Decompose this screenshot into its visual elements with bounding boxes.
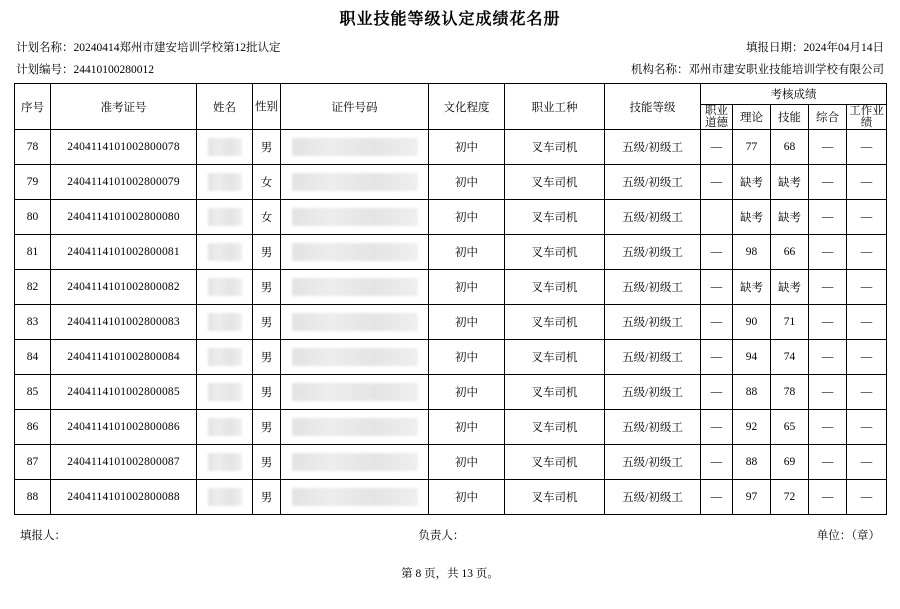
- redacted-id-number: [292, 453, 418, 471]
- cell-name: [197, 305, 253, 340]
- cell-gender: 男: [253, 445, 281, 480]
- header-skill: 技能: [771, 105, 809, 130]
- cell-index: 78: [15, 130, 51, 165]
- cell-gender: 男: [253, 305, 281, 340]
- table-row: [15, 340, 887, 375]
- cell-ethics: —: [701, 375, 733, 410]
- cell-education: 初中: [429, 165, 505, 200]
- supervisor-label: 负责人：: [418, 530, 465, 543]
- page-title: 职业技能等级认定成绩花名册: [339, 9, 561, 28]
- redacted-id-number: [292, 383, 418, 401]
- cell-skill-level: 五级/初级工: [605, 480, 701, 515]
- document-page: [0, 6, 900, 609]
- cell-comprehensive: —: [809, 410, 847, 445]
- cell-comprehensive: —: [809, 130, 847, 165]
- page-number: 第 8 页，共 13 页。: [401, 568, 499, 581]
- header-name: 姓名: [197, 84, 253, 130]
- cell-skill: 74: [771, 340, 809, 375]
- footer-signatures: [14, 527, 886, 543]
- redacted-name: [208, 383, 242, 401]
- cell-skill: 68: [771, 130, 809, 165]
- cell-comprehensive: —: [809, 480, 847, 515]
- redacted-id-number: [292, 348, 418, 366]
- cell-skill-level: 五级/初级工: [605, 340, 701, 375]
- fill-date: [746, 39, 884, 55]
- meta-row-org: [16, 61, 884, 77]
- cell-skill-level: 五级/初级工: [605, 445, 701, 480]
- unit-label: 单位：（章）: [816, 530, 880, 543]
- cell-theory: 92: [733, 410, 771, 445]
- cell-exam-card: 2404114101002800085: [51, 375, 197, 410]
- cell-skill: 66: [771, 235, 809, 270]
- cell-skill-level: 五级/初级工: [605, 130, 701, 165]
- cell-occupation: 叉车司机: [505, 165, 605, 200]
- fill-date-value: 2024年04月14日: [803, 42, 884, 54]
- cell-name: [197, 480, 253, 515]
- cell-occupation: 叉车司机: [505, 375, 605, 410]
- cell-theory: 90: [733, 305, 771, 340]
- cell-name: [197, 445, 253, 480]
- cell-skill: 69: [771, 445, 809, 480]
- cell-comprehensive: —: [809, 165, 847, 200]
- redacted-name: [208, 208, 242, 226]
- cell-occupation: 叉车司机: [505, 480, 605, 515]
- plan-number-label: 计划编号：: [16, 64, 74, 76]
- cell-work-performance: —: [847, 445, 887, 480]
- cell-skill-level: 五级/初级工: [605, 235, 701, 270]
- cell-skill: 71: [771, 305, 809, 340]
- filler-label: 填报人：: [20, 530, 66, 543]
- cell-education: 初中: [429, 480, 505, 515]
- cell-exam-card: 2404114101002800084: [51, 340, 197, 375]
- cell-name: [197, 375, 253, 410]
- redacted-id-number: [292, 418, 418, 436]
- cell-index: 82: [15, 270, 51, 305]
- cell-occupation: 叉车司机: [505, 200, 605, 235]
- redacted-name: [208, 173, 242, 191]
- cell-gender: 男: [253, 375, 281, 410]
- plan-number-value: 24410100280012: [73, 64, 154, 76]
- cell-ethics: —: [701, 305, 733, 340]
- cell-education: 初中: [429, 340, 505, 375]
- cell-occupation: 叉车司机: [505, 235, 605, 270]
- roster-table: [14, 83, 887, 515]
- cell-name: [197, 165, 253, 200]
- header-gender: 性别: [253, 84, 281, 130]
- header-work-performance: 工作业绩: [847, 105, 887, 130]
- cell-gender: 女: [253, 200, 281, 235]
- cell-skill: 78: [771, 375, 809, 410]
- cell-ethics: —: [701, 340, 733, 375]
- cell-name: [197, 200, 253, 235]
- plan-name-label: 计划名称：: [16, 42, 74, 54]
- cell-ethics: —: [701, 130, 733, 165]
- cell-ethics: —: [701, 165, 733, 200]
- cell-work-performance: —: [847, 340, 887, 375]
- cell-gender: 男: [253, 130, 281, 165]
- cell-name: [197, 270, 253, 305]
- cell-name: [197, 340, 253, 375]
- cell-id-number: [281, 480, 429, 515]
- redacted-name: [208, 348, 242, 366]
- header-education: 文化程度: [429, 84, 505, 130]
- cell-exam-card: 2404114101002800079: [51, 165, 197, 200]
- header-scores-group: 考核成绩: [701, 84, 887, 105]
- cell-comprehensive: —: [809, 305, 847, 340]
- cell-comprehensive: —: [809, 340, 847, 375]
- cell-theory: 缺考: [733, 165, 771, 200]
- cell-skill-level: 五级/初级工: [605, 270, 701, 305]
- cell-work-performance: —: [847, 480, 887, 515]
- cell-exam-card: 2404114101002800088: [51, 480, 197, 515]
- cell-comprehensive: —: [809, 235, 847, 270]
- cell-id-number: [281, 340, 429, 375]
- table-row: [15, 235, 887, 270]
- cell-work-performance: —: [847, 305, 887, 340]
- plan-name-value: 20240414郑州市建安培训学校第12批认定: [73, 42, 281, 54]
- redacted-name: [208, 418, 242, 436]
- cell-education: 初中: [429, 305, 505, 340]
- cell-ethics: —: [701, 445, 733, 480]
- meta-row-plan: [16, 39, 884, 55]
- table-row: [15, 305, 887, 340]
- cell-work-performance: —: [847, 270, 887, 305]
- organization-label: 机构名称：: [631, 64, 689, 76]
- cell-skill-level: 五级/初级工: [605, 200, 701, 235]
- table-row: [15, 445, 887, 480]
- cell-ethics: —: [701, 270, 733, 305]
- cell-theory: 94: [733, 340, 771, 375]
- cell-work-performance: —: [847, 410, 887, 445]
- cell-education: 初中: [429, 270, 505, 305]
- cell-occupation: 叉车司机: [505, 305, 605, 340]
- header-index: 序号: [15, 84, 51, 130]
- cell-education: 初中: [429, 375, 505, 410]
- redacted-id-number: [292, 278, 418, 296]
- header-ethics: 职业道德: [701, 105, 733, 130]
- cell-skill: 72: [771, 480, 809, 515]
- cell-id-number: [281, 305, 429, 340]
- table-row: [15, 165, 887, 200]
- cell-ethics: —: [701, 480, 733, 515]
- cell-education: 初中: [429, 410, 505, 445]
- cell-occupation: 叉车司机: [505, 270, 605, 305]
- cell-index: 81: [15, 235, 51, 270]
- cell-gender: 男: [253, 480, 281, 515]
- cell-index: 87: [15, 445, 51, 480]
- cell-id-number: [281, 130, 429, 165]
- cell-gender: 男: [253, 340, 281, 375]
- redacted-id-number: [292, 208, 418, 226]
- cell-id-number: [281, 410, 429, 445]
- cell-work-performance: —: [847, 235, 887, 270]
- cell-skill-level: 五级/初级工: [605, 375, 701, 410]
- cell-work-performance: —: [847, 165, 887, 200]
- cell-id-number: [281, 200, 429, 235]
- cell-index: 83: [15, 305, 51, 340]
- redacted-id-number: [292, 173, 418, 191]
- cell-index: 85: [15, 375, 51, 410]
- cell-occupation: 叉车司机: [505, 445, 605, 480]
- cell-skill: 缺考: [771, 200, 809, 235]
- cell-id-number: [281, 375, 429, 410]
- cell-id-number: [281, 235, 429, 270]
- cell-index: 84: [15, 340, 51, 375]
- cell-occupation: 叉车司机: [505, 410, 605, 445]
- cell-skill-level: 五级/初级工: [605, 305, 701, 340]
- cell-education: 初中: [429, 200, 505, 235]
- cell-name: [197, 410, 253, 445]
- redacted-id-number: [292, 313, 418, 331]
- cell-exam-card: 2404114101002800078: [51, 130, 197, 165]
- header-id-number: 证件号码: [281, 84, 429, 130]
- organization-value: 邓州市建安职业技能培训学校有限公司: [688, 64, 884, 76]
- cell-name: [197, 235, 253, 270]
- cell-comprehensive: —: [809, 375, 847, 410]
- table-row: [15, 130, 887, 165]
- cell-comprehensive: —: [809, 200, 847, 235]
- cell-theory: 98: [733, 235, 771, 270]
- cell-id-number: [281, 445, 429, 480]
- header-exam-card: 准考证号: [51, 84, 197, 130]
- organization: [631, 61, 884, 77]
- cell-id-number: [281, 270, 429, 305]
- table-row: [15, 375, 887, 410]
- cell-work-performance: —: [847, 200, 887, 235]
- cell-exam-card: 2404114101002800081: [51, 235, 197, 270]
- cell-theory: 77: [733, 130, 771, 165]
- header-skill-level: 技能等级: [605, 84, 701, 130]
- cell-theory: 88: [733, 445, 771, 480]
- cell-exam-card: 2404114101002800080: [51, 200, 197, 235]
- table-row: [15, 480, 887, 515]
- cell-gender: 女: [253, 165, 281, 200]
- redacted-id-number: [292, 243, 418, 261]
- cell-skill: 65: [771, 410, 809, 445]
- cell-index: 79: [15, 165, 51, 200]
- table-header-row-1: [15, 84, 887, 105]
- cell-work-performance: —: [847, 375, 887, 410]
- header-occupation: 职业工种: [505, 84, 605, 130]
- table-row: [15, 200, 887, 235]
- cell-name: [197, 130, 253, 165]
- redacted-id-number: [292, 138, 418, 156]
- cell-comprehensive: —: [809, 270, 847, 305]
- table-row: [15, 410, 887, 445]
- cell-theory: 97: [733, 480, 771, 515]
- cell-exam-card: 2404114101002800086: [51, 410, 197, 445]
- redacted-name: [208, 488, 242, 506]
- cell-occupation: 叉车司机: [505, 130, 605, 165]
- cell-index: 80: [15, 200, 51, 235]
- redacted-name: [208, 138, 242, 156]
- cell-id-number: [281, 165, 429, 200]
- cell-work-performance: —: [847, 130, 887, 165]
- cell-exam-card: 2404114101002800083: [51, 305, 197, 340]
- cell-occupation: 叉车司机: [505, 340, 605, 375]
- plan-number: [16, 61, 154, 77]
- redacted-id-number: [292, 488, 418, 506]
- cell-exam-card: 2404114101002800087: [51, 445, 197, 480]
- header-theory: 理论: [733, 105, 771, 130]
- cell-ethics: [701, 200, 733, 235]
- cell-index: 88: [15, 480, 51, 515]
- redacted-name: [208, 278, 242, 296]
- cell-theory: 缺考: [733, 200, 771, 235]
- cell-index: 86: [15, 410, 51, 445]
- table-body: [15, 130, 887, 515]
- cell-exam-card: 2404114101002800082: [51, 270, 197, 305]
- redacted-name: [208, 313, 242, 331]
- table-row: [15, 270, 887, 305]
- cell-ethics: —: [701, 410, 733, 445]
- cell-skill: 缺考: [771, 165, 809, 200]
- fill-date-label: 填报日期：: [746, 42, 804, 54]
- cell-education: 初中: [429, 130, 505, 165]
- cell-gender: 男: [253, 235, 281, 270]
- cell-education: 初中: [429, 445, 505, 480]
- cell-comprehensive: —: [809, 445, 847, 480]
- cell-gender: 男: [253, 270, 281, 305]
- cell-education: 初中: [429, 235, 505, 270]
- header-comprehensive: 综合: [809, 105, 847, 130]
- cell-gender: 男: [253, 410, 281, 445]
- plan-name: [16, 39, 281, 55]
- cell-theory: 88: [733, 375, 771, 410]
- redacted-name: [208, 243, 242, 261]
- cell-skill-level: 五级/初级工: [605, 410, 701, 445]
- cell-skill-level: 五级/初级工: [605, 165, 701, 200]
- redacted-name: [208, 453, 242, 471]
- cell-theory: 缺考: [733, 270, 771, 305]
- cell-skill: 缺考: [771, 270, 809, 305]
- cell-ethics: —: [701, 235, 733, 270]
